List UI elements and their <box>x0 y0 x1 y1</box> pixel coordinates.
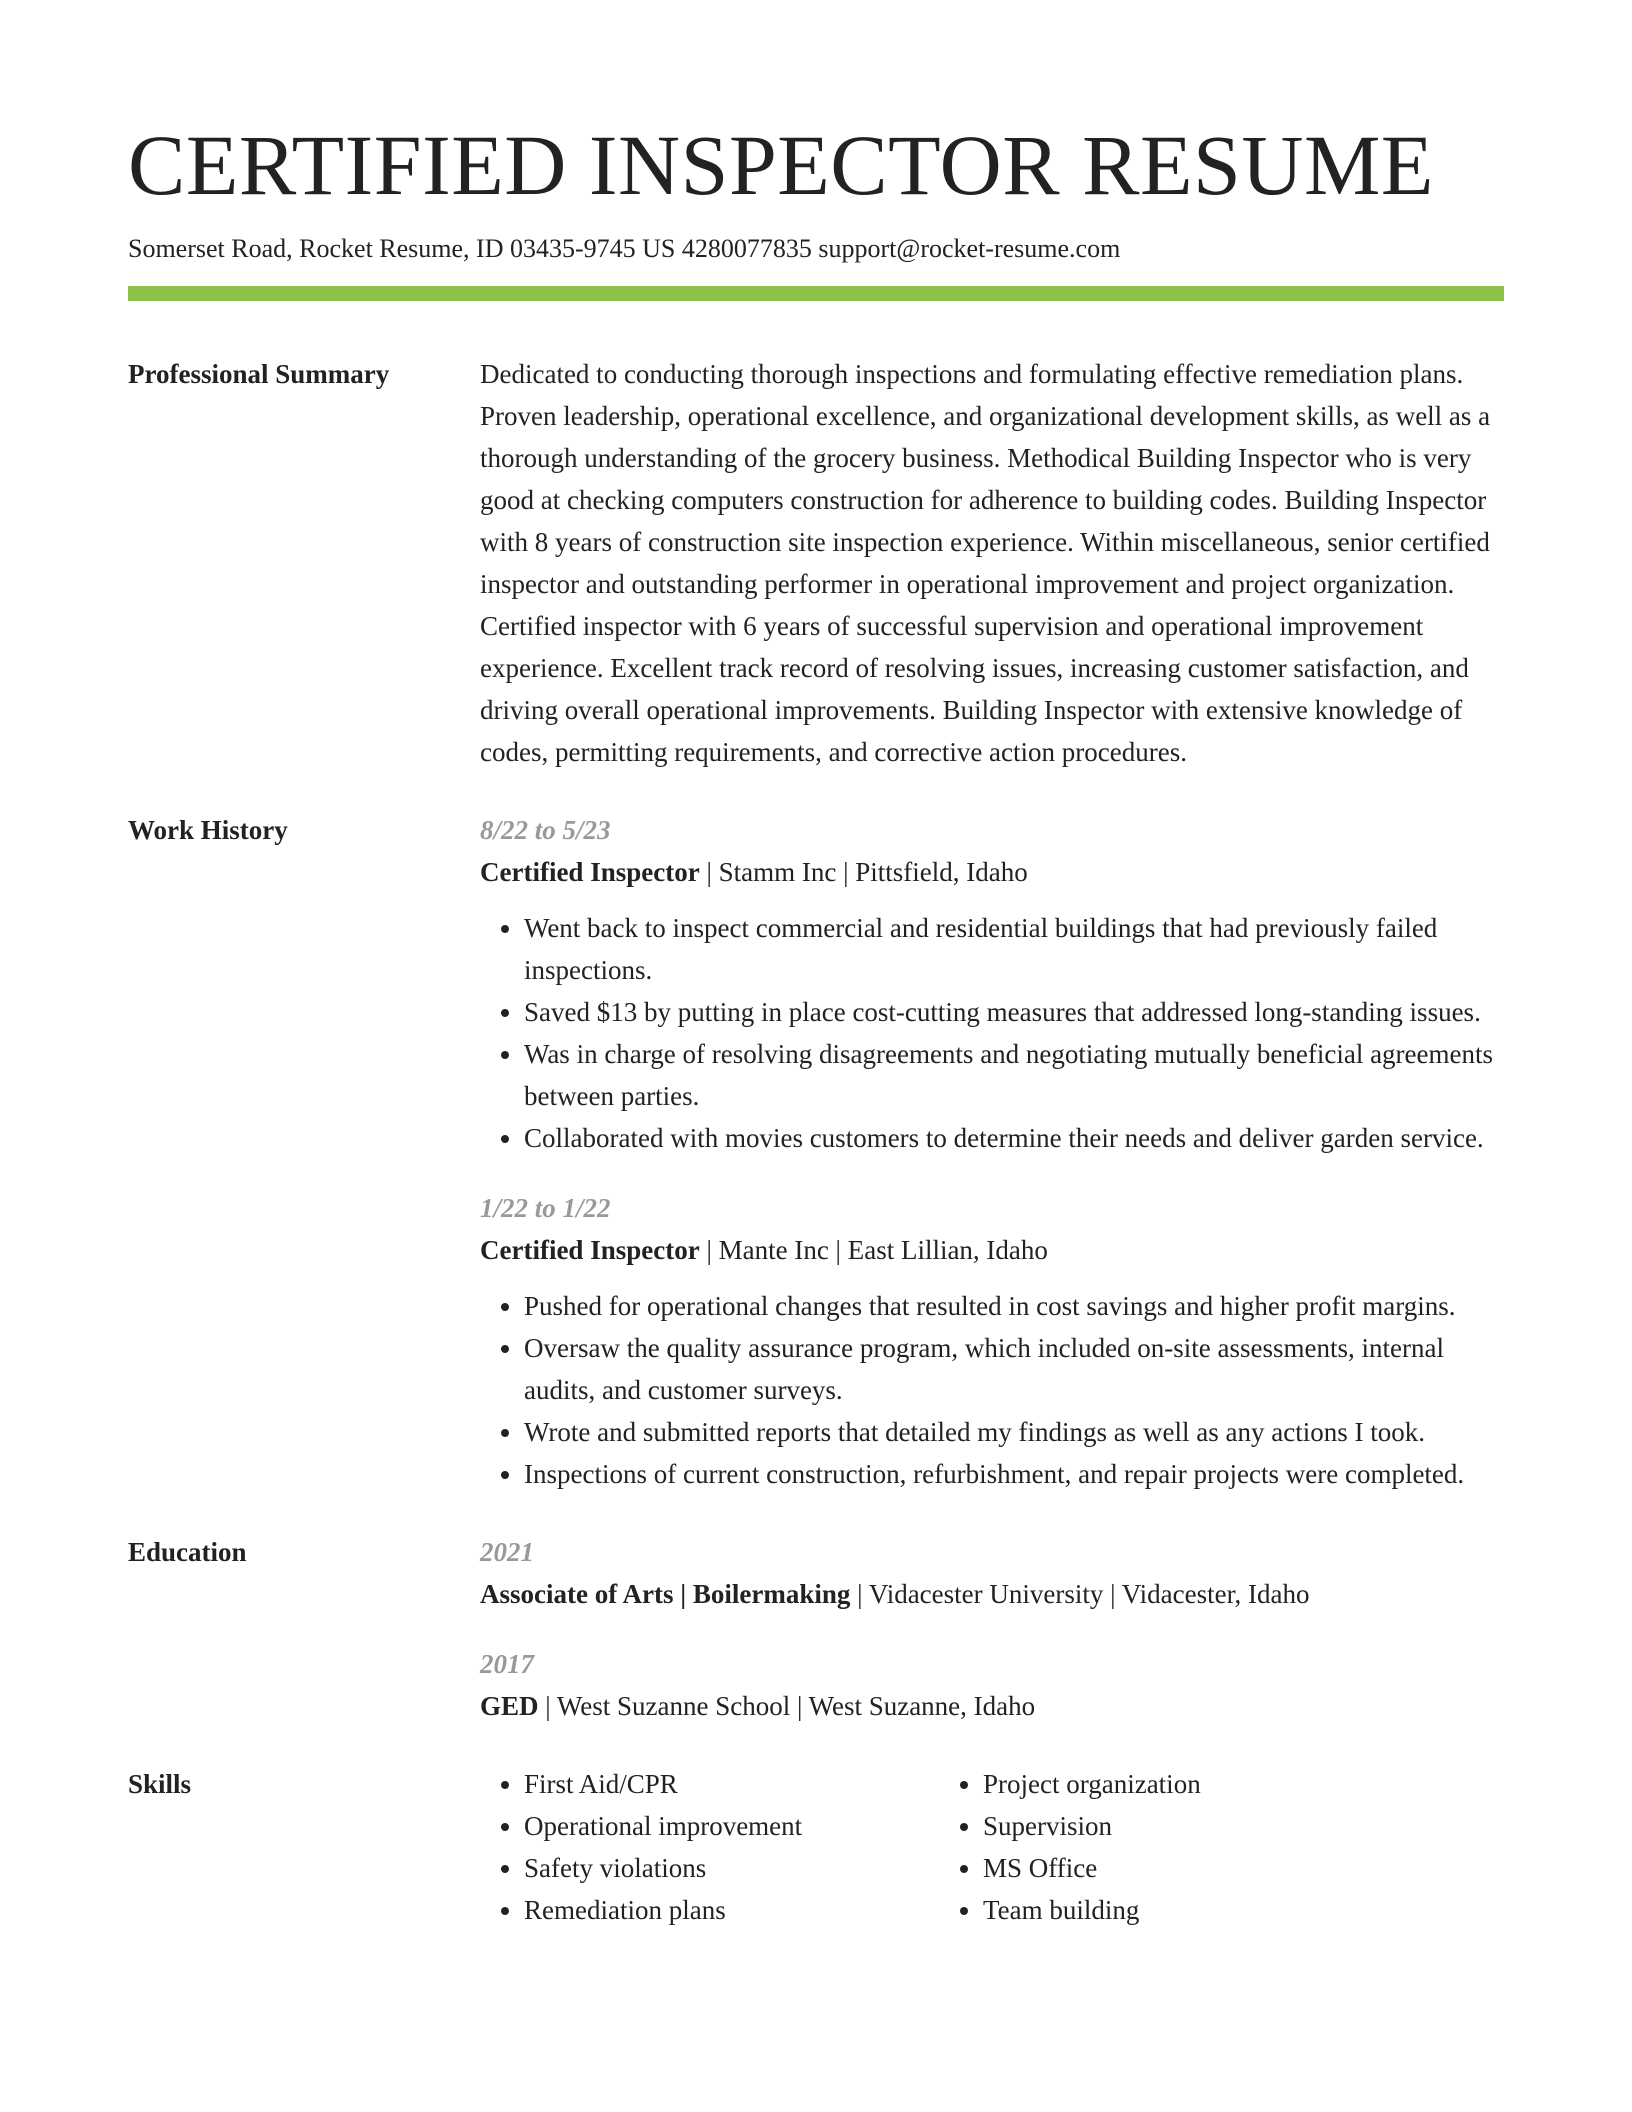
skill-item: • MS Office <box>983 1847 1398 1889</box>
education-entry <box>480 1531 1504 1615</box>
education-details: | Vidacester University | Vidacester, Idaho <box>850 1579 1310 1610</box>
job-bullet: • Wrote and submitted reports that detailed my findings as well as any actions I took. <box>524 1411 1504 1453</box>
skills-column-2 <box>939 1763 1398 1931</box>
section-label-summary: Professional Summary <box>128 359 390 390</box>
skill-item: • Remediation plans <box>524 1889 939 1931</box>
job-bullets <box>480 907 1504 1159</box>
education-body <box>480 1531 1504 1727</box>
job-details: | Stamm Inc | Pittsfield, Idaho <box>699 857 1028 888</box>
job-date: 1/22 to 1/22 <box>480 1193 611 1224</box>
job-role <box>480 1229 1504 1271</box>
resume-title: CERTIFIED INSPECTOR RESUME <box>128 117 1434 213</box>
job-title: Certified Inspector <box>480 1235 700 1266</box>
education-degree-line <box>480 1573 1504 1615</box>
summary-section <box>128 353 1504 773</box>
education-date: 2017 <box>480 1649 534 1680</box>
skill-item: • Safety violations <box>524 1847 939 1889</box>
work-history-section <box>128 809 1504 1495</box>
education-degree: Associate of Arts | Boilermaking <box>480 1579 851 1610</box>
education-degree: GED <box>480 1691 539 1722</box>
skill-item: • Operational improvement <box>524 1805 939 1847</box>
section-label-skills: Skills <box>128 1769 192 1800</box>
skills-section <box>128 1763 1504 1931</box>
section-label-education: Education <box>128 1537 247 1568</box>
job-bullet: • Was in charge of resolving disagreements and negotiating mutually beneficial agreements between parties. <box>524 1033 1504 1117</box>
skill-item: • First Aid/CPR <box>524 1763 939 1805</box>
job-role <box>480 851 1504 893</box>
work-history-body <box>480 809 1504 1495</box>
job-title: Certified Inspector <box>480 857 700 888</box>
education-section <box>128 1531 1504 1727</box>
education-date: 2021 <box>480 1537 534 1568</box>
job-bullet: • Pushed for operational changes that resulted in cost savings and higher profit margins. <box>524 1285 1504 1327</box>
job-bullet: • Oversaw the quality assurance program, which included on-site assessments, internal audits, and customer surveys. <box>524 1327 1504 1411</box>
section-label-work: Work History <box>128 815 288 846</box>
skill-item: • Project organization <box>983 1763 1398 1805</box>
skill-item: • Supervision <box>983 1805 1398 1847</box>
skills-body <box>480 1763 1504 1931</box>
education-degree-line <box>480 1685 1504 1727</box>
skills-column-1 <box>480 1763 939 1931</box>
job-bullet: • Inspections of current construction, refurbishment, and repair projects were completed. <box>524 1453 1504 1495</box>
job-bullet: • Collaborated with movies customers to determine their needs and deliver garden service. <box>524 1117 1504 1159</box>
job-details: | Mante Inc | East Lillian, Idaho <box>699 1235 1048 1266</box>
job-bullet: • Saved $13 by putting in place cost-cutting measures that addressed long-standing issues. <box>524 991 1504 1033</box>
job-date: 8/22 to 5/23 <box>480 815 611 846</box>
job-entry <box>480 1187 1504 1495</box>
job-bullet: • Went back to inspect commercial and residential buildings that had previously failed inspections. <box>524 907 1504 991</box>
skill-item: • Team building <box>983 1889 1398 1931</box>
summary-body <box>480 353 1504 773</box>
job-entry <box>480 809 1504 1159</box>
education-entry <box>480 1643 1504 1727</box>
summary-text: Dedicated to conducting thorough inspections and formulating effective remediation plans. Proven leadership, operational excellence, and organizational development skills, as well as a thorough understanding of the grocery business. Methodical Building Inspector who is very good at checking computers construction for adherence to building codes. Building Inspector with 8 years of construction site inspection experience. Within miscellaneous, senior certified inspector and outstanding performer in operational improvement and project organization. Certified inspector with 6 years of successful supervision and operational improvement experience. Excellent track record of resolving issues, increasing customer satisfaction, and driving overall operational improvements. Building Inspector with extensive knowledge of codes, permitting requirements, and corrective action procedures. <box>480 359 1491 768</box>
contact-line: Somerset Road, Rocket Resume, ID 03435-9745 US 4280077835 support@rocket-resume.com <box>128 234 1121 264</box>
education-details: | West Suzanne School | West Suzanne, Idaho <box>538 1691 1036 1722</box>
accent-divider <box>128 286 1504 301</box>
job-bullets <box>480 1285 1504 1495</box>
